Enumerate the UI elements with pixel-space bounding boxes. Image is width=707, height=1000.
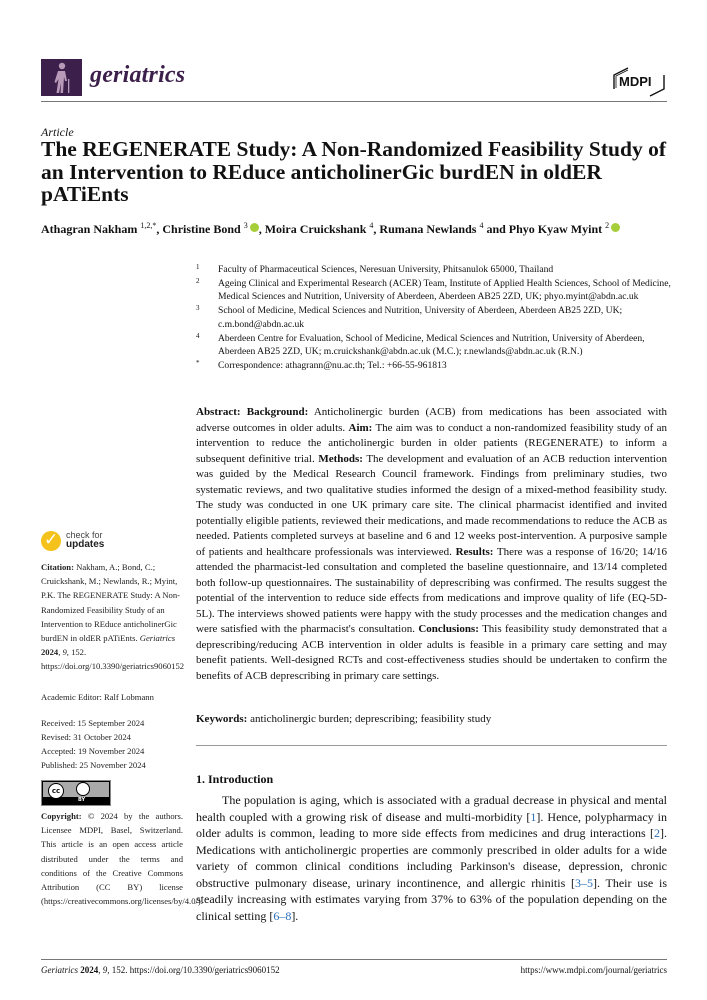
methods-text: The development and evaluation of an ACB reduction intervention was guided by the Medical Research Council framework. Findings from preliminary studies, two systematic reviews, and two qualitative studies informed the design of a mixed-method feasibility study. The study was conducted in one UK primary care site. The clinical pharmacist identified and invited potentially eligible patients, reviewed their medications, and made recommendations to reduce the ACB as needed. Patients completed surveys at baseline and 6 and 12 weeks post-intervention. A purposive sample of patients and healthcare professionals was interviewed.: [196, 452, 667, 558]
results-text: There was a response of 16/20; 14/16 attended the pharmacist-led consultation and completed the baseline questionnaire, and 13/14 completed both follow-up questionnaires. The sustainability of deprescribing was confirmed. The results suggest the potential of the intervention to reduce side effects from medications and improve quality of life (EQ-5D-5L). The interviews showed patients were happy with the study processes and the medication changes and were satisfied with the pharmacist's consultation.: [196, 545, 667, 635]
orcid-icon[interactable]: [611, 223, 620, 232]
affiliation-item: [196, 359, 676, 373]
aim-label: Aim:: [348, 421, 373, 434]
affiliation-text: School of Medicine, Medical Sciences and Nutrition, University of Aberdeen, Aberdeen AB25 2ZD, UK; c.m.bond@abdn.ac.uk: [218, 305, 623, 330]
author-list: Athagran Nakham $^{1,2,*}$, Christine Bond $^3$ , Moira Cruickshank $^4$, Rumana Newlands $^4$ and Phyo Kyaw Myint $^2$: [41, 221, 671, 237]
publication-dates: [41, 716, 183, 772]
citation-label: Citation:: [41, 562, 74, 572]
check-for-updates-button[interactable]: [41, 531, 141, 553]
abstract-label: Abstract:: [196, 406, 241, 418]
affiliation-text: Correspondence: athagrann@nu.ac.th; Tel.: +66-55-961813: [218, 359, 447, 371]
abstract: [196, 405, 667, 684]
revised-date: Revised: 31 October 2024: [41, 732, 131, 742]
author-name: Rumana Newlands: [379, 222, 480, 236]
affiliation-marker: 3: [243, 221, 248, 230]
journal-name[interactable]: geriatrics: [90, 62, 186, 88]
affiliation-item: [196, 263, 676, 277]
aim-text: The aim was to conduct a non-randomized feasibility study of an intervention to reduce the anticholinergic burden in older patients (REGENERATE) to inform a subsequent definitive trial.: [196, 421, 667, 465]
mdpi-text: MDPI: [619, 74, 652, 89]
citation-doi-link[interactable]: , 152. https://doi.org/10.3390/geriatrics9060152: [41, 647, 185, 672]
article-type: Article: [41, 125, 74, 139]
cc-icon: cc: [48, 783, 64, 799]
affiliation-text: Aberdeen Centre for Evaluation, School of Medicine, Medical Sciences and Nutrition, University of Aberdeen, Aberdeen AB25 2ZD, UK; m.cruickshank@abdn.ac.uk (M.C.); r.newlands@abdn.ac.uk (R.N.): [218, 332, 645, 358]
by-label: BY: [78, 797, 86, 803]
author-name: Athagran Nakham: [41, 222, 141, 236]
affiliation-marker: 2: [605, 221, 610, 230]
check-updates-text: check for updates: [66, 530, 105, 550]
affiliation-number: 2: [196, 276, 200, 285]
copyright-text: © 2024 by the authors. Licensee MDPI, Basel, Switzerland. This article is an open access article distributed under the terms and conditions of the Creative Commons Attribution (CC BY) license (https://creativecommons.org/licenses/by/4.0/).: [41, 811, 203, 907]
conclusions-text: This feasibility study demonstrated that a deprescribing/reducing ACB intervention in older adults is feasible in a primary care setting and may benefit patients. Well-designed RCTs and cost-effectiveness studies should be undertaken to confirm the benefits of ACB deprescribing in primary care settings.: [196, 623, 667, 682]
copyright-notice: [41, 809, 203, 908]
affiliation-marker: 4: [479, 221, 484, 230]
received-date: Received: 15 September 2024: [41, 718, 145, 728]
journal-logo[interactable]: [41, 59, 82, 96]
published-date: Published: 25 November 2024: [41, 760, 146, 770]
citation: Citation: Nakham, A.; Bond, C.; Cruickshank, M.; Newlands, R.; Myint, P.K. The REGENERATE Study: A Non-Randomized Feasibility Study of an Intervention to REduce anticholinerGic burdEN in oldER pATiEnts. Geriatrics 2024, 9, 152. https://doi.org/10.3390/geriatrics9060152: [41, 562, 185, 672]
conclusions-label: Conclusions:: [418, 623, 479, 635]
affiliation-number: 4: [196, 331, 200, 340]
introduction-paragraph: [196, 792, 667, 924]
section-heading: 1. Introduction: [196, 772, 274, 786]
footer-doi-link[interactable]: , 152. https://doi.org/10.3390/geriatrics9060152: [107, 965, 280, 975]
methods-label: Methods:: [318, 452, 363, 465]
cc-by-license-badge[interactable]: [41, 780, 111, 806]
body-text: ]. Hence, polypharmacy in older adults is common, leading to more side effects from medicines and drug interactions [: [196, 809, 667, 840]
background-text: Anticholinergic burden (ACB) from medications has been associated with adverse outcomes in older adults.: [196, 406, 668, 434]
footer-divider: [41, 959, 667, 960]
author-name: Christine Bond: [162, 222, 244, 236]
affiliation-marker: 4: [369, 221, 374, 230]
body-text: The population is aging, which is associated with a gradual decrease in physical and mental health coupled with a growing risk of disease and multi-morbidity [: [196, 793, 667, 824]
affiliation-text: Faculty of Pharmaceutical Sciences, Neresuan University, Phitsanulok 65000, Thailand: [218, 264, 554, 275]
affiliations: [196, 263, 676, 373]
reference-link[interactable]: 1: [530, 809, 537, 824]
mdpi-logo[interactable]: [610, 67, 668, 97]
academic-editor: Academic Editor: Ralf Lobmann: [41, 692, 154, 702]
affiliation-number: 3: [196, 304, 200, 313]
journal-url-link[interactable]: https://www.mdpi.com/journal/geriatrics: [520, 965, 667, 975]
affiliation-item: [196, 332, 676, 359]
body-text: ]. Medications with anticholinergic properties are commonly prescribed in older adults for a wide variety of common clinical conditions including Parkinson's disease, depression, chronic obstructive pulmonary disease, urinary incontinence, and allergic rhinitis [: [196, 826, 667, 890]
keywords: [196, 713, 667, 725]
keywords-label: Keywords:: [196, 713, 248, 725]
abstract-divider: [196, 745, 667, 746]
orcid-icon[interactable]: [250, 223, 259, 232]
affiliation-item: [196, 277, 676, 304]
reference-link[interactable]: 3–5: [574, 875, 593, 890]
body-text: ].: [291, 908, 299, 923]
author-name: Phyo Kyaw Myint: [508, 222, 606, 236]
affiliation-number: *: [196, 358, 200, 367]
reference-link[interactable]: 6–8: [273, 908, 292, 923]
keywords-text: anticholinergic burden; deprescribing; feasibility study: [250, 713, 492, 725]
affiliation-number: 1: [196, 263, 200, 271]
author-name: Moira Cruickshank: [264, 222, 370, 236]
copyright-label: Copyright:: [41, 811, 82, 821]
footer-citation: Geriatrics 2024, 9, 152. https://doi.org/10.3390/geriatrics9060152: [41, 965, 280, 975]
paper-title: The REGENERATE Study: A Non-Randomized Feasibility Study of an Intervention to REduce anticholinerGic burdEN in oldER pATiEnts: [41, 137, 667, 206]
reference-link[interactable]: 2: [654, 826, 660, 840]
check-icon: ✓: [41, 531, 61, 551]
affiliation-marker: 1,2,*: [140, 221, 157, 230]
header-divider: [41, 101, 667, 102]
background-label: Background:: [246, 406, 309, 418]
accepted-date: Accepted: 19 November 2024: [41, 746, 145, 756]
body-text: ]. Their use is steadily increasing with estimates varying from 37% to 63% of the population depending on the clinical setting [: [196, 875, 667, 923]
affiliation-text: Ageing Clinical and Experimental Research (ACER) Team, Institute of Applied Health Sciences, School of Medicine, Medical Sciences and Nutrition, University of Aberdeen, Aberdeen AB25 2ZD, UK; phyo.myint@abdn.ac.uk: [218, 277, 671, 303]
attribution-person-icon: [76, 782, 90, 796]
elderly-person-icon: [41, 59, 82, 96]
results-label: Results:: [455, 545, 494, 558]
affiliation-item: [196, 304, 676, 331]
